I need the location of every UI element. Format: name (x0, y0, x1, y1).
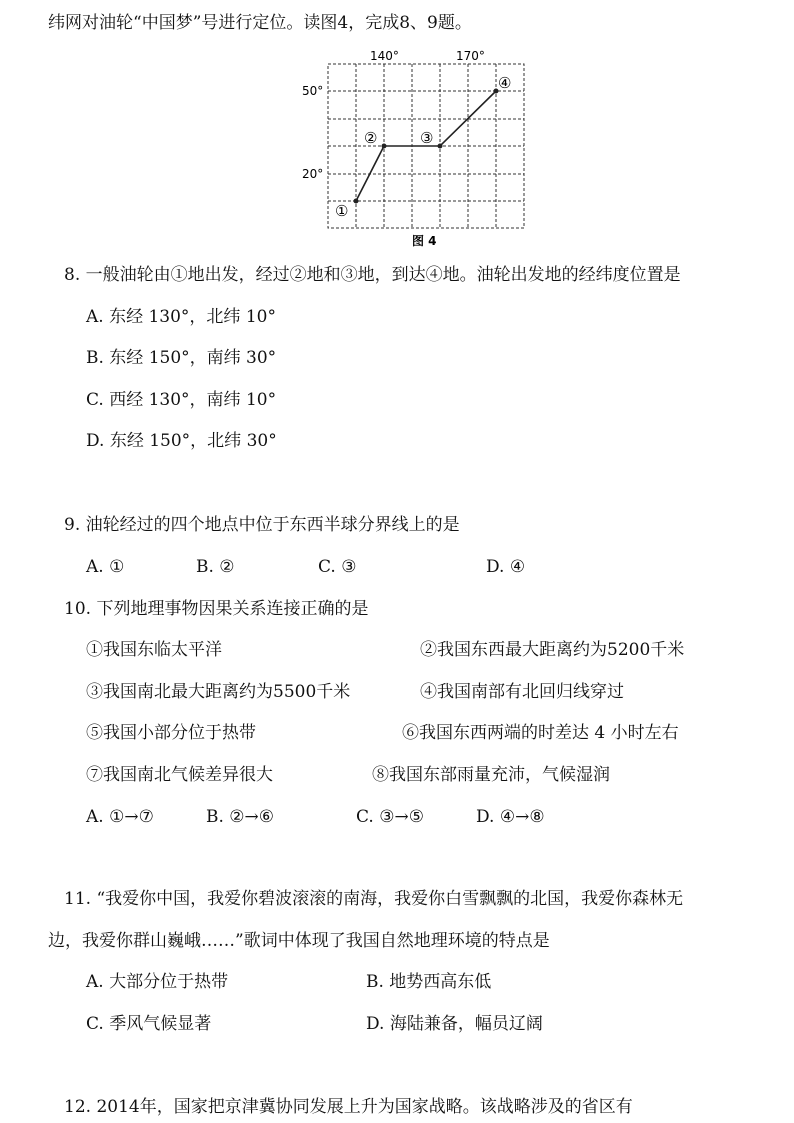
q8-option-a: A. 东经 130°，北纬 10° (86, 307, 276, 327)
lat-lon-grid-figure (300, 46, 540, 252)
q11-option-b: B. 地势西高东低 (366, 972, 492, 992)
q10-option-a: A. ①→⑦ (86, 807, 154, 827)
q10-option-c: C. ③→⑤ (356, 807, 424, 827)
q11-option-a: A. 大部分位于热带 (86, 972, 229, 992)
point-label-1: ① (335, 202, 349, 220)
lon-label-170: 170° (456, 49, 485, 63)
q10-item-3: ③我国南北最大距离约为5500千米 (86, 682, 351, 702)
q8-option-c: C. 西经 130°，南纬 10° (86, 390, 277, 410)
q10-stem: 10. 下列地理事物因果关系连接正确的是 (64, 599, 369, 619)
q12-stem: 12. 2014年，国家把京津冀协同发展上升为国家战略。该战略涉及的省区有 (64, 1097, 633, 1117)
q10-option-d: D. ④→⑧ (476, 807, 545, 827)
lat-label-50: 50° (302, 84, 324, 98)
point-label-4: ④ (498, 74, 512, 92)
point-label-2: ② (364, 129, 378, 147)
intro-text: 纬网对油轮“中国梦”号进行定位。读图4，完成8、9题。 (48, 13, 472, 33)
q11-stem-line-1: 11. “我爱你中国，我爱你碧波滚滚的南海，我爱你白雪飘飘的北国，我爱你森林无 (64, 889, 684, 909)
q8-option-d: D. 东经 150°，北纬 30° (86, 431, 277, 451)
lon-label-140: 140° (370, 49, 399, 63)
point-label-3: ③ (420, 129, 434, 147)
q9-option-d: D. ④ (486, 557, 526, 577)
q8-option-b: B. 东经 150°，南纬 30° (86, 348, 277, 368)
q10-item-7: ⑦我国南北气候差异很大 (86, 765, 273, 785)
q9-option-a: A. ① (86, 557, 125, 577)
q11-option-c: C. 季风气候显著 (86, 1014, 212, 1034)
q11-stem-line-2: 边，我爱你群山巍峨……”歌词中体现了我国自然地理环境的特点是 (48, 931, 550, 951)
q9-option-c: C. ③ (318, 557, 357, 577)
q10-item-4: ④我国南部有北回归线穿过 (420, 682, 624, 702)
q10-item-5: ⑤我国小部分位于热带 (86, 723, 256, 743)
route-point-3 (438, 144, 443, 149)
q8-stem: 8. 一般油轮由①地出发，经过②地和③地，到达④地。油轮出发地的经纬度位置是 (64, 265, 681, 285)
q10-item-1: ①我国东临太平洋 (86, 640, 222, 660)
q11-option-d: D. 海陆兼备，幅员辽阔 (366, 1014, 543, 1034)
q10-item-8: ⑧我国东部雨量充沛，气候湿润 (372, 765, 610, 785)
lat-label-20: 20° (302, 167, 324, 181)
q10-option-b: B. ②→⑥ (206, 807, 275, 827)
q10-item-6: ⑥我国东西两端的时差达 4 小时左右 (402, 723, 679, 743)
q10-item-2: ②我国东西最大距离约为5200千米 (420, 640, 685, 660)
q9-option-b: B. ② (196, 557, 235, 577)
route-point-1 (354, 199, 359, 204)
figure-caption: 图 4 (412, 234, 437, 248)
route-point-2 (382, 144, 387, 149)
q9-stem: 9. 油轮经过的四个地点中位于东西半球分界线上的是 (64, 515, 460, 535)
